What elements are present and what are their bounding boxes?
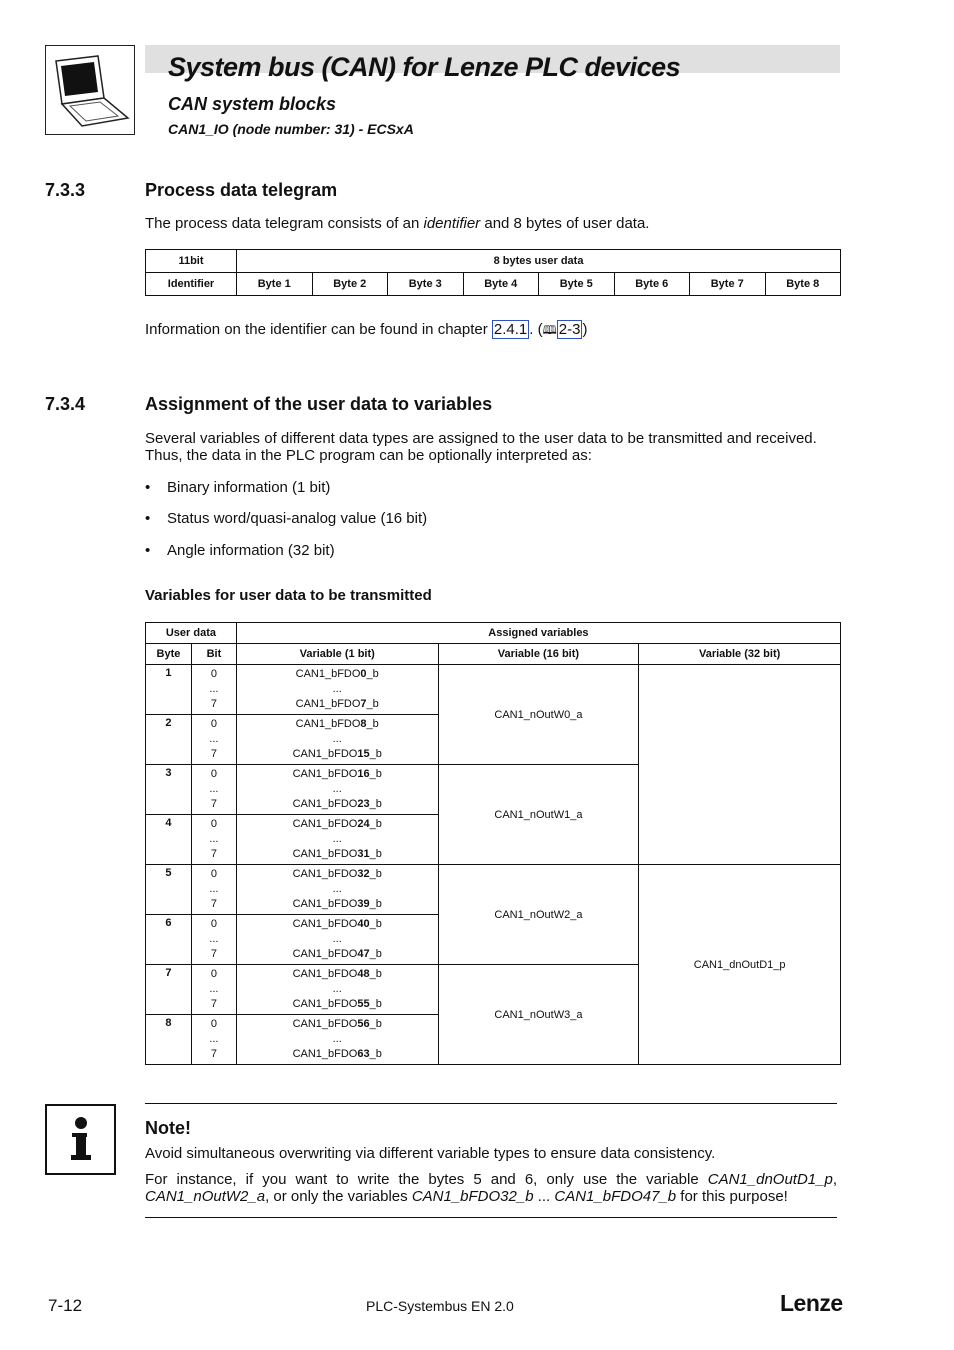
bit-value: 7 bbox=[210, 798, 217, 810]
variable-1bit: CAN1_bFDO55_b bbox=[292, 998, 382, 1010]
note-variable: CAN1_bFDO47_b bbox=[554, 1188, 677, 1205]
byte-cell: Byte 8 bbox=[765, 273, 841, 296]
byte-number: 8 bbox=[146, 1015, 192, 1065]
byte-cell: Byte 1 bbox=[237, 273, 313, 296]
book-icon: 🕮 bbox=[542, 323, 557, 337]
bit-value: 7 bbox=[210, 1048, 217, 1060]
bit-value: 0 bbox=[210, 818, 217, 830]
note-line: Avoid simultaneous overwriting via different variable types to ensure data consistency. bbox=[145, 1145, 716, 1162]
byte-number: 2 bbox=[146, 715, 192, 765]
byte-number: 7 bbox=[146, 965, 192, 1015]
section-title: Assignment of the user data to variables bbox=[145, 394, 493, 414]
variable-1bit-range bbox=[236, 665, 438, 715]
variable-1bit: CAN1_bFDO48_b bbox=[292, 968, 382, 980]
bullet-item bbox=[145, 542, 335, 559]
bit-value: ... bbox=[209, 683, 219, 695]
note-text: for this purpose! bbox=[676, 1188, 788, 1205]
bit-value: ... bbox=[209, 833, 219, 845]
variable-1bit: CAN1_bFDO31_b bbox=[292, 848, 382, 860]
section-title: Process data telegram bbox=[145, 180, 338, 200]
variable-1bit-range bbox=[236, 815, 438, 865]
variable-1bit: CAN1_bFDO24_b bbox=[292, 818, 382, 830]
ellipsis: ... bbox=[332, 1033, 342, 1045]
bit-range bbox=[191, 865, 236, 915]
bit-value: 7 bbox=[210, 698, 217, 710]
page-title: System bus (CAN) for Lenze PLC devices bbox=[168, 52, 681, 82]
bit-range bbox=[191, 765, 236, 815]
ellipsis: ... bbox=[332, 883, 342, 895]
byte-number: 3 bbox=[146, 765, 192, 815]
variable-1bit-range bbox=[236, 865, 438, 915]
byte-cell: Byte 4 bbox=[463, 273, 539, 296]
intro-text-end: and 8 bytes of user data. bbox=[480, 215, 650, 232]
note-text: ... bbox=[533, 1188, 555, 1205]
variable-1bit: CAN1_bFDO39_b bbox=[292, 898, 382, 910]
variable-16bit: CAN1_nOutW2_a bbox=[438, 865, 639, 965]
ellipsis: ... bbox=[332, 983, 342, 995]
page-ref-link[interactable]: 2-3 bbox=[558, 321, 581, 338]
note-text: , or only the variables bbox=[265, 1188, 412, 1205]
identifier-info bbox=[145, 321, 845, 339]
info-text: ) bbox=[582, 321, 588, 338]
bit-value: 7 bbox=[210, 998, 217, 1010]
byte-number: 6 bbox=[146, 915, 192, 965]
bit-value: ... bbox=[209, 1033, 219, 1045]
variable-1bit: CAN1_bFDO32_b bbox=[292, 868, 382, 880]
bullet-icon: • bbox=[145, 510, 151, 527]
section-number: 7.3.3 bbox=[45, 180, 86, 200]
header-user-data: 8 bytes user data bbox=[237, 250, 841, 273]
bit-range bbox=[191, 665, 236, 715]
byte-cell: Byte 3 bbox=[388, 273, 464, 296]
ellipsis: ... bbox=[332, 683, 342, 695]
note-variable: CAN1_nOutW2_a bbox=[145, 1188, 266, 1205]
variable-1bit: CAN1_bFDO40_b bbox=[292, 918, 382, 930]
bullet-text: Angle information (32 bit) bbox=[167, 542, 335, 559]
bullet-item bbox=[145, 479, 330, 496]
bit-value: 0 bbox=[210, 868, 217, 880]
bit-range bbox=[191, 965, 236, 1015]
bit-value: 0 bbox=[210, 1018, 217, 1030]
variable-1bit: CAN1_bFDO7_b bbox=[295, 698, 379, 710]
note-title: Note! bbox=[145, 1118, 191, 1138]
variable-1bit: CAN1_bFDO0_b bbox=[295, 668, 379, 680]
document-id: PLC-Systembus EN 2.0 bbox=[366, 1298, 514, 1314]
telegram-intro bbox=[145, 215, 845, 232]
bit-range bbox=[191, 715, 236, 765]
chapter-link[interactable]: 2.4.1 bbox=[493, 321, 528, 338]
bit-value: 0 bbox=[210, 968, 217, 980]
byte-cell: Byte 7 bbox=[690, 273, 766, 296]
variable-1bit: CAN1_bFDO56_b bbox=[292, 1018, 382, 1030]
note-variable: CAN1_dnOutD1_p bbox=[707, 1171, 833, 1188]
variable-1bit-range bbox=[236, 765, 438, 815]
header-variable-1bit: Variable (1 bit) bbox=[236, 644, 438, 665]
bit-value: ... bbox=[209, 933, 219, 945]
variable-32bit-empty bbox=[639, 665, 841, 865]
variable-1bit: CAN1_bFDO47_b bbox=[292, 948, 382, 960]
ellipsis: ... bbox=[332, 733, 342, 745]
note-variable: CAN1_bFDO32_b bbox=[411, 1188, 534, 1205]
ellipsis: ... bbox=[332, 833, 342, 845]
note-text: For instance, if you want to write the bytes 5 and 6, only use the variable bbox=[145, 1171, 708, 1188]
ellipsis: ... bbox=[332, 933, 342, 945]
bit-value: 7 bbox=[210, 848, 217, 860]
variable-16bit: CAN1_nOutW0_a bbox=[438, 665, 639, 765]
table-row bbox=[146, 865, 841, 915]
header-variable-16bit: Variable (16 bit) bbox=[438, 644, 639, 665]
variable-1bit: CAN1_bFDO16_b bbox=[292, 768, 382, 780]
header-assigned: Assigned variables bbox=[236, 623, 840, 644]
variable-1bit-range bbox=[236, 715, 438, 765]
bit-value: 0 bbox=[210, 718, 217, 730]
info-text: Information on the identifier can be found in chapter bbox=[145, 321, 492, 338]
info-icon bbox=[45, 1104, 116, 1175]
header-user-data: User data bbox=[146, 623, 237, 644]
block-subtitle: CAN1_IO (node number: 31) - ECSxA bbox=[168, 121, 414, 137]
variable-1bit-range bbox=[236, 965, 438, 1015]
byte-number: 4 bbox=[146, 815, 192, 865]
variable-16bit: CAN1_nOutW3_a bbox=[438, 965, 639, 1065]
variable-1bit: CAN1_bFDO63_b bbox=[292, 1048, 382, 1060]
info-text: . ( bbox=[529, 321, 543, 338]
ellipsis: ... bbox=[332, 783, 342, 795]
section-number: 7.3.4 bbox=[45, 394, 86, 414]
variable-1bit-range bbox=[236, 915, 438, 965]
bit-value: 0 bbox=[210, 768, 217, 780]
header-byte: Byte bbox=[146, 644, 192, 665]
variable-1bit-range bbox=[236, 1015, 438, 1065]
intro-text: The process data telegram consists of an bbox=[145, 215, 424, 232]
byte-cell: Byte 6 bbox=[614, 273, 690, 296]
header-bit: Bit bbox=[191, 644, 236, 665]
bit-value: ... bbox=[209, 783, 219, 795]
intro-emphasis: identifier bbox=[423, 215, 481, 232]
variable-1bit: CAN1_bFDO8_b bbox=[295, 718, 379, 730]
variable-1bit: CAN1_bFDO23_b bbox=[292, 798, 382, 810]
bit-value: 0 bbox=[210, 918, 217, 930]
table-row bbox=[146, 665, 841, 715]
byte-cell: Byte 2 bbox=[312, 273, 388, 296]
bullet-text: Status word/quasi-analog value (16 bit) bbox=[167, 510, 428, 527]
byte-cell: Byte 5 bbox=[539, 273, 615, 296]
bit-range bbox=[191, 1015, 236, 1065]
laptop-logo bbox=[45, 45, 135, 135]
bit-value: 7 bbox=[210, 948, 217, 960]
brand-logo: Lenze bbox=[780, 1290, 843, 1316]
section-subtitle: CAN system blocks bbox=[168, 94, 337, 114]
variables-table bbox=[145, 622, 841, 1065]
variable-1bit: CAN1_bFDO15_b bbox=[292, 748, 382, 760]
bullet-icon: • bbox=[145, 542, 151, 559]
note-text: , bbox=[832, 1171, 837, 1188]
variables-heading: Variables for user data to be transmitted bbox=[145, 587, 432, 604]
variable-16bit: CAN1_nOutW1_a bbox=[438, 765, 639, 865]
note-example bbox=[145, 1171, 837, 1205]
bullet-icon: • bbox=[145, 479, 151, 496]
divider bbox=[145, 1103, 837, 1104]
variable-32bit: CAN1_dnOutD1_p bbox=[639, 865, 841, 1065]
header-variable-32bit: Variable (32 bit) bbox=[639, 644, 841, 665]
bullet-item bbox=[145, 510, 427, 527]
bit-range bbox=[191, 915, 236, 965]
bullet-text: Binary information (1 bit) bbox=[167, 479, 331, 496]
assignment-paragraph: Several variables of different data types are assigned to the user data to be transmitted and received. Thus, the data in the PLC program can be optionally interpreted as: bbox=[145, 430, 817, 464]
header-identifier: Identifier bbox=[146, 273, 237, 296]
laptop-icon bbox=[46, 46, 134, 134]
page-number: 7-12 bbox=[48, 1296, 83, 1315]
header-11bit: 11bit bbox=[146, 250, 237, 273]
bit-value: ... bbox=[209, 883, 219, 895]
telegram-table bbox=[145, 249, 841, 296]
bit-value: ... bbox=[209, 733, 219, 745]
bit-value: 7 bbox=[210, 898, 217, 910]
bit-value: 0 bbox=[210, 668, 217, 680]
divider bbox=[145, 1217, 837, 1218]
bit-value: ... bbox=[209, 983, 219, 995]
byte-number: 1 bbox=[146, 665, 192, 715]
bit-range bbox=[191, 815, 236, 865]
bit-value: 7 bbox=[210, 748, 217, 760]
byte-number: 5 bbox=[146, 865, 192, 915]
